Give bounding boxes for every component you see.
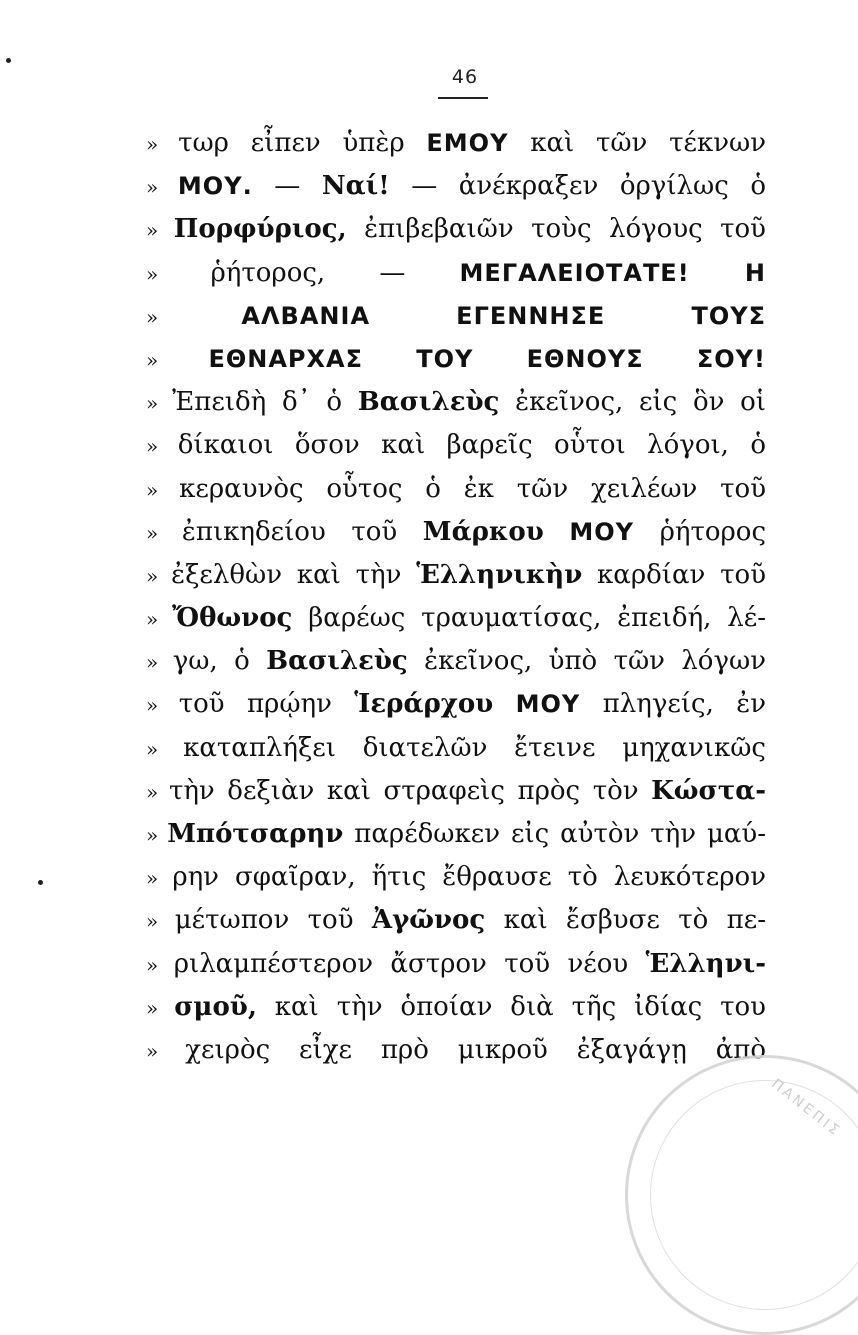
library-seal-watermark: [625, 1055, 858, 1335]
text-segment: ρην σφαῖραν, ἥτις ἔθραυσε τὸ λευκότερον: [172, 862, 766, 893]
text-segment: —: [252, 171, 322, 202]
text-segment: Ἑλληνι-: [645, 948, 766, 979]
quote-mark: »: [146, 261, 207, 286]
text-line: [146, 468, 766, 511]
quote-mark: »: [146, 434, 174, 459]
text-line: [146, 899, 766, 942]
text-segment: καὶ τῶν τέκνων: [508, 128, 766, 158]
ink-speck: [6, 58, 11, 63]
text-segment: ΑΛΒΑΝΙΑ ΕΓΕΝΝΗΣΕ ΤΟΥΣ: [241, 301, 766, 330]
quote-mark: »: [146, 304, 238, 329]
text-segment: Βασιλεὺς: [357, 387, 500, 418]
quote-mark: »: [146, 1038, 182, 1063]
text-segment: [493, 689, 515, 719]
text-segment: ἐπιβεβαιῶν τοὺς λόγους τοῦ: [346, 214, 766, 245]
text-segment: χειρὸς εἶχε πρὸ μικροῦ ἐξαγάγῃ ἀπὸ: [185, 1034, 766, 1065]
page-number-rule: [438, 97, 488, 99]
text-segment: ῥήτορος: [634, 516, 766, 547]
text-line: [146, 511, 766, 554]
quote-mark: »: [146, 736, 180, 761]
text-segment: ΜΟΥ: [569, 517, 635, 546]
quote-mark: »: [146, 607, 169, 632]
quote-mark: »: [146, 347, 205, 372]
text-segment: ΜΕΓΑΛΕΙΟΤΑΤΕ! Η: [459, 258, 766, 287]
text-line: [146, 424, 766, 467]
page-number: 46: [451, 66, 479, 88]
quote-mark: »: [146, 995, 171, 1020]
text-segment: καρδίαν τοῦ: [582, 559, 766, 590]
quote-mark: »: [146, 823, 164, 847]
text-segment: Ἑλληνικὴν: [416, 559, 583, 590]
text-line: [146, 252, 766, 295]
text-segment: Βασιλεὺς: [266, 646, 408, 677]
text-segment: κεραυνὸς οὗτος ὁ ἐκ τῶν χειλέων τοῦ: [179, 473, 766, 504]
text-segment: ΜΟΥ: [515, 690, 581, 719]
text-line: [146, 381, 766, 424]
text-segment: Ὄθωνος: [172, 603, 293, 634]
text-line: [146, 1029, 766, 1072]
quote-mark: »: [146, 520, 178, 545]
text-line: [146, 770, 766, 813]
quote-mark: »: [146, 866, 169, 891]
text-segment: ΕΘΝΑΡΧΑΣ ΤΟΥ ΕΘΝΟΥΣ ΣΟΥ!: [208, 344, 766, 373]
text-line: [146, 727, 766, 770]
text-segment: ΜΟΥ.: [177, 172, 253, 201]
quote-mark: »: [146, 952, 170, 977]
text-line: [146, 338, 766, 381]
quote-mark: »: [146, 909, 171, 934]
text-line: [146, 554, 766, 597]
quote-mark: »: [146, 779, 165, 804]
text-line: [146, 640, 766, 683]
ink-speck: [38, 880, 43, 885]
text-segment: Ἐπειδὴ δ᾽ ὁ: [172, 387, 358, 418]
text-segment: μέτωπον τοῦ: [174, 905, 372, 936]
text-line: [146, 597, 766, 640]
text-line: [146, 813, 766, 856]
text-segment: Κώστα-: [651, 775, 766, 806]
quote-mark: »: [146, 218, 170, 243]
text-line: [146, 208, 766, 251]
quote-mark: »: [146, 650, 169, 675]
text-segment: καὶ τὴν ὁποίαν διὰ τῆς ἰδίας του: [256, 991, 766, 1022]
text-segment: ΕΜΟΥ: [426, 129, 509, 157]
text-segment: δίκαιοι ὅσον καὶ βαρεῖς οὗτοι λόγοι, ὁ: [177, 430, 766, 461]
quote-mark: »: [146, 693, 175, 718]
text-segment: σμοῦ,: [174, 991, 257, 1022]
text-segment: καταπλήξει διατελῶν ἔτεινε μηχανικῶς: [183, 732, 766, 763]
text-segment: Ναί!: [321, 171, 390, 202]
text-segment: ἐξελθὼν καὶ τὴν: [171, 559, 417, 590]
text-segment: Ἱεράρχου: [354, 689, 494, 720]
text-segment: [544, 517, 570, 547]
body-text: [146, 122, 766, 1072]
text-segment: ἐκεῖνος, εἰς ὃν οἱ: [499, 387, 766, 418]
text-line: [146, 943, 766, 986]
text-segment: — ἀνέκραξεν ὀργίλως ὁ: [389, 171, 766, 202]
text-line: [146, 295, 766, 338]
text-segment: τοῦ πρῴην: [178, 689, 355, 720]
text-segment: παρέδωκεν εἰς αὐτὸν τὴν μαύ-: [343, 819, 766, 849]
seal-text: ΠΑΝΕΠΙΣ: [768, 1076, 845, 1141]
quote-mark: »: [146, 391, 169, 416]
text-segment: τωρ εἶπεν ὑπὲρ: [178, 128, 427, 158]
quote-mark: »: [146, 132, 175, 156]
text-line: [146, 986, 766, 1029]
text-segment: βαρέως τραυματίσας, ἐπειδή, λέ-: [292, 603, 766, 634]
text-line: [146, 165, 766, 208]
text-line: [146, 122, 766, 165]
text-segment: Πορφύριος,: [173, 214, 347, 245]
text-line: [146, 683, 766, 726]
quote-mark: »: [146, 175, 174, 200]
quote-mark: »: [146, 477, 176, 502]
text-line: [146, 856, 766, 899]
text-segment: ἐπικηδείου τοῦ: [181, 516, 423, 547]
text-segment: καὶ ἔσβυσε τὸ πε-: [485, 905, 766, 936]
text-segment: Μάρκου: [422, 516, 544, 547]
text-segment: Μπότσαρην: [167, 819, 344, 849]
text-segment: ἐκεῖνος, ὑπὸ τῶν λόγων: [407, 646, 766, 677]
quote-mark: »: [146, 563, 168, 588]
text-segment: ριλαμπέστερον ἄστρον τοῦ νέου: [173, 948, 646, 979]
text-segment: Ἀγῶνος: [371, 905, 486, 936]
text-segment: πληγείς, ἐν: [580, 689, 766, 720]
text-segment: γω, ὁ: [172, 646, 267, 677]
text-segment: τὴν δεξιὰν καὶ στραφεὶς πρὸς τὸν: [168, 775, 652, 806]
text-segment: ῥήτορος, —: [210, 257, 460, 288]
